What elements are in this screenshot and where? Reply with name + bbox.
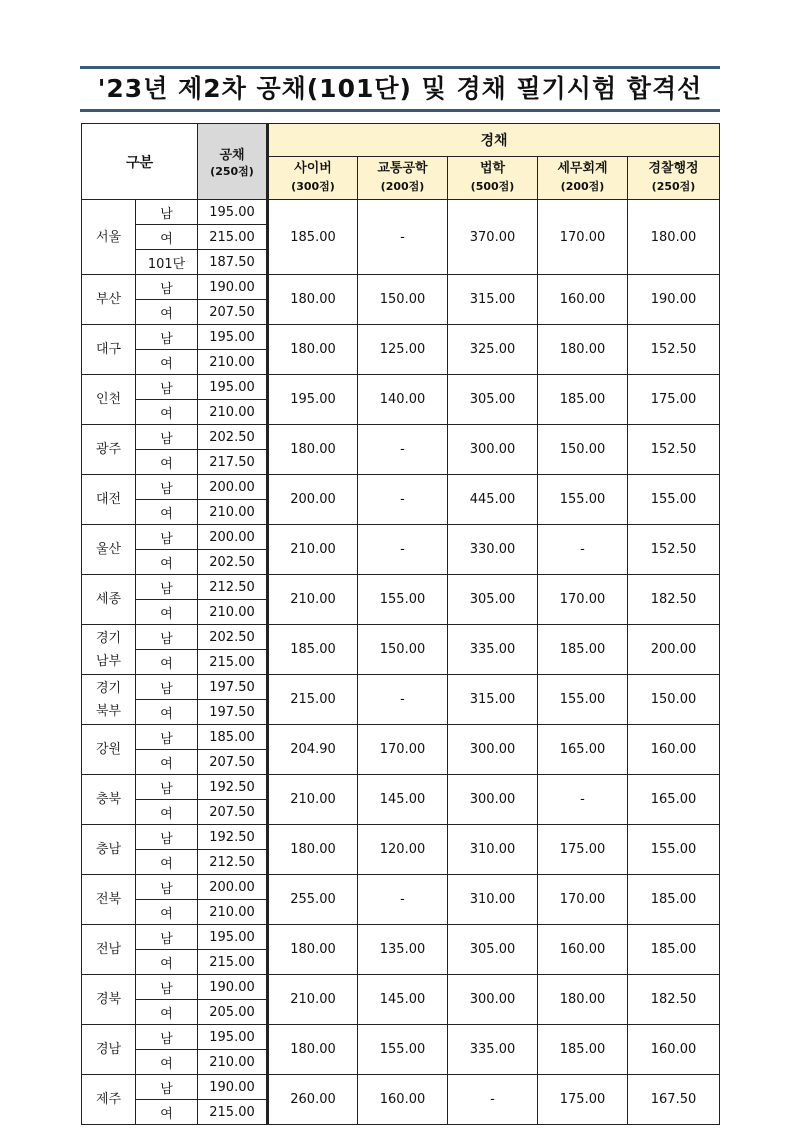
header-gubun: 구분	[82, 124, 198, 200]
gyeongchae-score: 167.50	[628, 1075, 720, 1125]
gender-cell: 남	[136, 575, 198, 600]
gyeongchae-score: 185.00	[628, 925, 720, 975]
table-body	[82, 200, 720, 1125]
gender-cell: 남	[136, 875, 198, 900]
gyeongchae-score: 255.00	[268, 875, 358, 925]
gyeongchae-score: 325.00	[448, 325, 538, 375]
gongchae-score: 207.50	[198, 300, 268, 325]
gender-cell: 남	[136, 625, 198, 650]
gyeongchae-score: 305.00	[448, 375, 538, 425]
table-row	[82, 1075, 720, 1100]
gongchae-score: 200.00	[198, 525, 268, 550]
header-subject-points: (250점)	[651, 180, 696, 193]
region-cell	[82, 725, 136, 775]
gender-cell: 여	[136, 1000, 198, 1025]
table-row	[82, 325, 720, 350]
region-name: 광주	[95, 442, 122, 457]
gyeongchae-score: 150.00	[628, 675, 720, 725]
header-subject-points: (200점)	[380, 180, 425, 193]
gyeongchae-score: 180.00	[268, 925, 358, 975]
gyeongchae-score: 300.00	[448, 775, 538, 825]
header-subject	[358, 157, 448, 200]
header-subject-name: 세무회계	[557, 161, 608, 176]
gyeongchae-score: 152.50	[628, 525, 720, 575]
gyeongchae-score: 175.00	[538, 1075, 628, 1125]
region-name: 인천	[95, 392, 122, 407]
gyeongchae-score: 125.00	[358, 325, 448, 375]
gongchae-score: 197.50	[198, 700, 268, 725]
gongchae-score: 215.00	[198, 650, 268, 675]
gongchae-score: 190.00	[198, 1075, 268, 1100]
gongchae-score: 202.50	[198, 550, 268, 575]
gyeongchae-score: 310.00	[448, 875, 538, 925]
gyeongchae-score: 185.00	[538, 1025, 628, 1075]
gongchae-score: 210.00	[198, 1050, 268, 1075]
gongchae-score: 195.00	[198, 200, 268, 225]
table-row	[82, 775, 720, 800]
table-row	[82, 675, 720, 700]
region-cell	[82, 200, 136, 275]
header-subject	[448, 157, 538, 200]
table-row	[82, 425, 720, 450]
gender-cell: 남	[136, 1075, 198, 1100]
gyeongchae-score: 165.00	[538, 725, 628, 775]
gyeongchae-score: 180.00	[268, 275, 358, 325]
gyeongchae-score: 190.00	[628, 275, 720, 325]
gyeongchae-score: 210.00	[268, 525, 358, 575]
table-header	[82, 124, 720, 200]
region-cell	[82, 325, 136, 375]
gongchae-score: 217.50	[198, 450, 268, 475]
gongchae-score: 200.00	[198, 875, 268, 900]
gyeongchae-score: 180.00	[538, 975, 628, 1025]
gender-cell: 남	[136, 925, 198, 950]
region-name: 제주	[95, 1092, 122, 1107]
gender-cell: 여	[136, 400, 198, 425]
gyeongchae-score: 335.00	[448, 1025, 538, 1075]
region-name: 경기	[95, 630, 122, 646]
gyeongchae-score: 160.00	[358, 1075, 448, 1125]
gyeongchae-score: -	[538, 775, 628, 825]
gyeongchae-score: 215.00	[268, 675, 358, 725]
gyeongchae-score: 445.00	[448, 475, 538, 525]
gender-cell: 여	[136, 850, 198, 875]
gender-cell: 여	[136, 450, 198, 475]
region-name: 북부	[95, 703, 122, 719]
gyeongchae-score: -	[538, 525, 628, 575]
gyeongchae-score: 210.00	[268, 975, 358, 1025]
gongchae-score: 205.00	[198, 1000, 268, 1025]
region-name: 울산	[95, 542, 122, 557]
gyeongchae-score: 160.00	[628, 1025, 720, 1075]
gyeongchae-score: 170.00	[538, 200, 628, 275]
gyeongchae-score: 175.00	[628, 375, 720, 425]
gongchae-score: 190.00	[198, 975, 268, 1000]
gyeongchae-score: 155.00	[358, 1025, 448, 1075]
gender-cell: 여	[136, 950, 198, 975]
gongchae-score: 195.00	[198, 925, 268, 950]
gender-cell: 남	[136, 1025, 198, 1050]
gender-cell: 남	[136, 975, 198, 1000]
header-subject-points: (500점)	[470, 180, 515, 193]
gyeongchae-score: 180.00	[538, 325, 628, 375]
gender-cell: 여	[136, 1050, 198, 1075]
gender-cell: 여	[136, 1100, 198, 1125]
gongchae-score: 210.00	[198, 400, 268, 425]
region-name: 강원	[95, 742, 122, 757]
region-cell	[82, 525, 136, 575]
table-row	[82, 975, 720, 1000]
table-row	[82, 625, 720, 650]
gender-cell: 남	[136, 325, 198, 350]
gyeongchae-score: 165.00	[628, 775, 720, 825]
gyeongchae-score: 195.00	[268, 375, 358, 425]
gender-cell: 101단	[136, 250, 198, 275]
region-name: 세종	[95, 592, 122, 607]
gyeongchae-score: 182.50	[628, 575, 720, 625]
gongchae-score: 210.00	[198, 350, 268, 375]
gyeongchae-score: -	[358, 525, 448, 575]
region-cell	[82, 475, 136, 525]
gyeongchae-score: 155.00	[628, 825, 720, 875]
gyeongchae-score: 204.90	[268, 725, 358, 775]
region-name: 전남	[95, 942, 122, 957]
gyeongchae-score: 200.00	[268, 475, 358, 525]
gender-cell: 여	[136, 225, 198, 250]
gender-cell: 여	[136, 550, 198, 575]
gender-cell: 남	[136, 200, 198, 225]
gyeongchae-score: -	[358, 200, 448, 275]
gender-cell: 여	[136, 750, 198, 775]
gender-cell: 남	[136, 825, 198, 850]
region-cell	[82, 1075, 136, 1125]
gender-cell: 남	[136, 475, 198, 500]
gongchae-score: 192.50	[198, 775, 268, 800]
gender-cell: 남	[136, 675, 198, 700]
gyeongchae-score: 155.00	[628, 475, 720, 525]
table-row	[82, 575, 720, 600]
gender-cell: 여	[136, 650, 198, 675]
gyeongchae-score: 180.00	[268, 325, 358, 375]
gyeongchae-score: 185.00	[268, 625, 358, 675]
gongchae-score: 210.00	[198, 900, 268, 925]
gyeongchae-score: 152.50	[628, 325, 720, 375]
gender-cell: 남	[136, 525, 198, 550]
table-row	[82, 475, 720, 500]
gongchae-score: 197.50	[198, 675, 268, 700]
gyeongchae-score: 260.00	[268, 1075, 358, 1125]
region-cell	[82, 575, 136, 625]
header-subject-name: 교통공학	[377, 161, 428, 176]
gender-cell: 남	[136, 375, 198, 400]
gender-cell: 여	[136, 900, 198, 925]
gender-cell: 여	[136, 600, 198, 625]
gender-cell: 여	[136, 500, 198, 525]
region-cell	[82, 425, 136, 475]
gongchae-score: 202.50	[198, 625, 268, 650]
gyeongchae-score: 180.00	[628, 200, 720, 275]
gongchae-score: 185.00	[198, 725, 268, 750]
gongchae-score: 195.00	[198, 325, 268, 350]
region-name: 경남	[95, 1042, 122, 1057]
gyeongchae-score: 335.00	[448, 625, 538, 675]
header-gongchae	[198, 124, 268, 200]
gyeongchae-score: 150.00	[538, 425, 628, 475]
header-subject	[268, 157, 358, 200]
table-row	[82, 875, 720, 900]
gyeongchae-score: 160.00	[538, 275, 628, 325]
table-row	[82, 525, 720, 550]
gongchae-score: 215.00	[198, 1100, 268, 1125]
header-subject-name: 법학	[479, 161, 506, 176]
gyeongchae-score: 150.00	[358, 625, 448, 675]
gyeongchae-score: 305.00	[448, 575, 538, 625]
gyeongchae-score: -	[358, 875, 448, 925]
header-gongchae-points: (250점)	[210, 165, 254, 178]
gongchae-score: 202.50	[198, 425, 268, 450]
gyeongchae-score: 370.00	[448, 200, 538, 275]
gender-cell: 남	[136, 425, 198, 450]
gyeongchae-score: 160.00	[628, 725, 720, 775]
gongchae-score: 192.50	[198, 825, 268, 850]
gongchae-score: 212.50	[198, 575, 268, 600]
region-cell	[82, 875, 136, 925]
gongchae-score: 200.00	[198, 475, 268, 500]
gongchae-score: 195.00	[198, 1025, 268, 1050]
gyeongchae-score: 310.00	[448, 825, 538, 875]
gyeongchae-score: 170.00	[538, 875, 628, 925]
gyeongchae-score: 185.00	[628, 875, 720, 925]
gyeongchae-score: -	[358, 475, 448, 525]
gyeongchae-score: 330.00	[448, 525, 538, 575]
gyeongchae-score: 305.00	[448, 925, 538, 975]
region-name: 충북	[95, 792, 122, 807]
gongchae-score: 212.50	[198, 850, 268, 875]
header-gongchae-label: 공채	[219, 148, 245, 163]
gyeongchae-score: 315.00	[448, 675, 538, 725]
header-subject	[538, 157, 628, 200]
header-subject	[628, 157, 720, 200]
gyeongchae-score: 170.00	[358, 725, 448, 775]
gender-cell: 여	[136, 300, 198, 325]
table-row	[82, 275, 720, 300]
gyeongchae-score: 210.00	[268, 575, 358, 625]
gyeongchae-score: 315.00	[448, 275, 538, 325]
header-subject-points: (200점)	[560, 180, 605, 193]
gyeongchae-score: 180.00	[268, 1025, 358, 1075]
region-name: 경북	[95, 992, 122, 1007]
gyeongchae-score: 185.00	[538, 625, 628, 675]
gongchae-score: 195.00	[198, 375, 268, 400]
gongchae-score: 215.00	[198, 950, 268, 975]
gender-cell: 여	[136, 350, 198, 375]
region-name: 서울	[95, 229, 122, 245]
region-cell	[82, 925, 136, 975]
gongchae-score: 210.00	[198, 500, 268, 525]
region-name: 충남	[95, 842, 122, 857]
gongchae-score: 207.50	[198, 750, 268, 775]
gyeongchae-score: 135.00	[358, 925, 448, 975]
gyeongchae-score: 185.00	[268, 200, 358, 275]
gyeongchae-score: 120.00	[358, 825, 448, 875]
gyeongchae-score: 155.00	[358, 575, 448, 625]
region-name: 부산	[95, 292, 122, 307]
region-name: 대구	[95, 342, 122, 357]
gyeongchae-score: 170.00	[538, 575, 628, 625]
gongchae-score: 190.00	[198, 275, 268, 300]
gyeongchae-score: 175.00	[538, 825, 628, 875]
region-cell	[82, 275, 136, 325]
title-block	[80, 66, 720, 112]
region-cell	[82, 825, 136, 875]
gender-cell: 여	[136, 800, 198, 825]
gender-cell: 남	[136, 275, 198, 300]
gyeongchae-score: 200.00	[628, 625, 720, 675]
gongchae-score: 187.50	[198, 250, 268, 275]
gyeongchae-score: 155.00	[538, 475, 628, 525]
gender-cell: 남	[136, 775, 198, 800]
cutoff-table	[81, 123, 720, 1125]
region-cell	[82, 975, 136, 1025]
gyeongchae-score: 300.00	[448, 975, 538, 1025]
gender-cell: 여	[136, 700, 198, 725]
region-cell	[82, 1025, 136, 1075]
table-row	[82, 200, 720, 225]
table-row	[82, 925, 720, 950]
gyeongchae-score: 160.00	[538, 925, 628, 975]
region-cell	[82, 375, 136, 425]
gyeongchae-score: 185.00	[538, 375, 628, 425]
region-name: 대전	[95, 492, 122, 507]
table-row	[82, 375, 720, 400]
gyeongchae-score: 182.50	[628, 975, 720, 1025]
region-cell	[82, 675, 136, 725]
gyeongchae-score: 300.00	[448, 425, 538, 475]
region-cell	[82, 775, 136, 825]
header-gyeongchae: 경채	[268, 124, 720, 157]
gyeongchae-score: 152.50	[628, 425, 720, 475]
region-cell	[82, 625, 136, 675]
page-title: '23년 제2차 공채(101단) 및 경채 필기시험 합격선	[97, 74, 703, 103]
table-row	[82, 1025, 720, 1050]
title-bottom-rule	[80, 109, 720, 112]
gyeongchae-score: 140.00	[358, 375, 448, 425]
region-name: 남부	[95, 653, 122, 669]
table-row	[82, 725, 720, 750]
gyeongchae-score: 150.00	[358, 275, 448, 325]
gyeongchae-score: 180.00	[268, 825, 358, 875]
header-subject-name: 경찰행정	[648, 161, 699, 176]
gyeongchae-score: 300.00	[448, 725, 538, 775]
gyeongchae-score: 155.00	[538, 675, 628, 725]
gyeongchae-score: -	[358, 425, 448, 475]
gyeongchae-score: 180.00	[268, 425, 358, 475]
gyeongchae-score: 145.00	[358, 775, 448, 825]
table-row	[82, 825, 720, 850]
gongchae-score: 215.00	[198, 225, 268, 250]
gyeongchae-score: -	[358, 675, 448, 725]
gongchae-score: 207.50	[198, 800, 268, 825]
region-name: 경기	[95, 680, 122, 696]
gyeongchae-score: -	[448, 1075, 538, 1125]
gender-cell: 남	[136, 725, 198, 750]
gongchae-score: 210.00	[198, 600, 268, 625]
region-name: 전북	[95, 892, 122, 907]
header-subject-name: 사이버	[294, 161, 332, 176]
gyeongchae-score: 210.00	[268, 775, 358, 825]
header-subject-points: (300점)	[291, 180, 335, 193]
gyeongchae-score: 145.00	[358, 975, 448, 1025]
